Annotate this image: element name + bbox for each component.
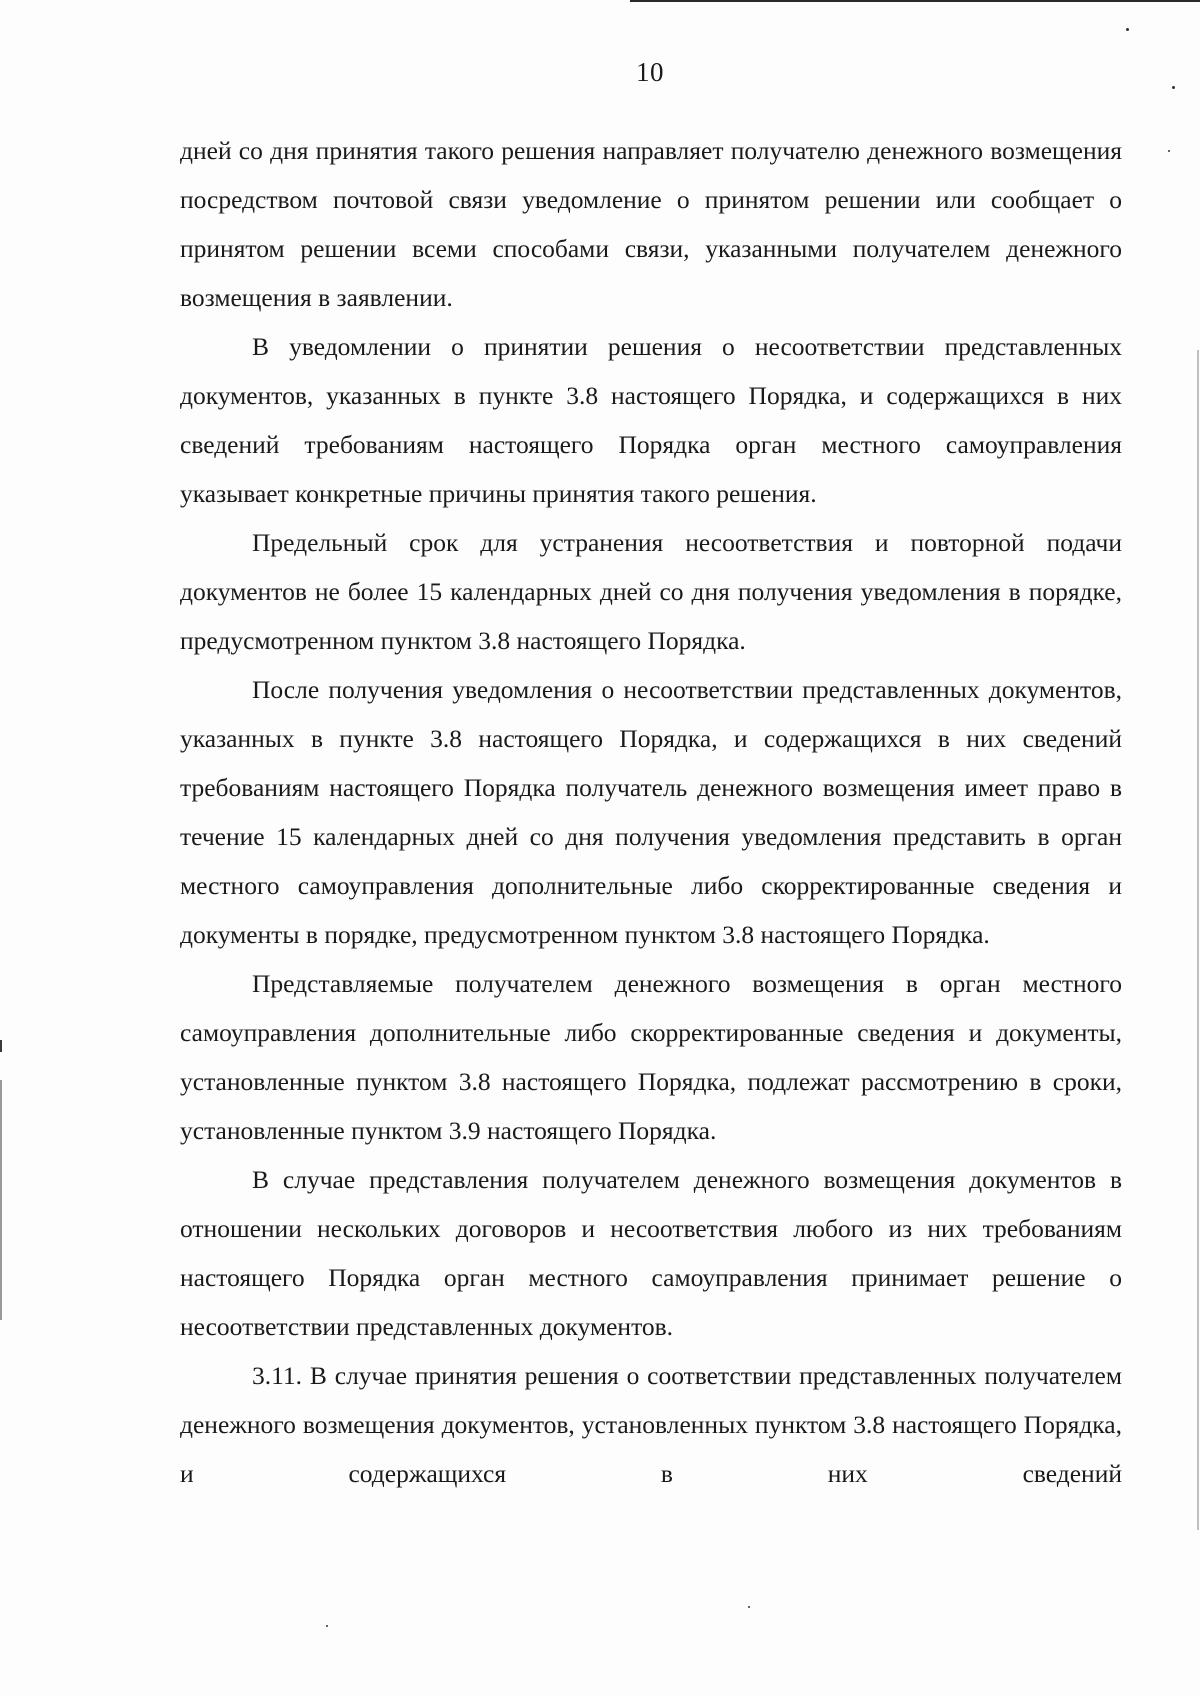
paragraph: В уведомлении о принятии решения о несоответствии представленных документов, указанных в пункте 3.8 настоящего Порядка, и содержащихся в них сведений требованиям настоящего Порядка орган местного самоуправления указывает конкретные причины принятия такого решения.: [180, 332, 1122, 508]
page-number: 10: [636, 57, 664, 87]
scan-top-border: [630, 0, 1200, 2]
paragraph: 3.11. В случае принятия решения о соответствии представленных получателем денежного возмещения документов, установленных пунктом 3.8 настоящего Порядка, и содержащихся в них сведений: [180, 1361, 1122, 1488]
scan-right-border: [1197, 350, 1199, 1530]
paragraph: В случае представления получателем денежного возмещения документов в отношении нескольких договоров и несоответствия любого из них требованиям настоящего Порядка орган местного самоуправления принимает решение о несоответствии представленных документов.: [180, 1165, 1122, 1341]
scan-speck: [1168, 150, 1170, 152]
scan-speck: [1126, 28, 1129, 31]
document-body: [180, 126, 1122, 1498]
paragraph: дней со дня принятия такого решения направляет получателю денежного возмещения посредством почтовой связи уведомление о принятом решении или сообщает о принятом решении всеми способами связи, указанными получателем денежного возмещения в заявлении.: [180, 136, 1122, 312]
paragraph: После получения уведомления о несоответствии представленных документов, указанных в пункте 3.8 настоящего Порядка, и содержащихся в них сведений требованиям настоящего Порядка получатель денежного возмещения имеет право в течение 15 календарных дней со дня получения уведомления представить в орган местного самоуправления дополнительные либо скорректированные сведения и документы в порядке, предусмотренном пунктом 3.8 настоящего Порядка.: [180, 675, 1122, 949]
scan-left-mark: [0, 1040, 2, 1052]
paragraph: Представляемые получателем денежного возмещения в орган местного самоуправления дополнительные либо скорректированные сведения и документы, установленные пунктом 3.8 настоящего Порядка, подлежат рассмотрению в сроки, установленные пунктом 3.9 настоящего Порядка.: [180, 969, 1122, 1145]
paragraph: Предельный срок для устранения несоответствия и повторной подачи документов не более 15 календарных дней со дня получения уведомления в порядке, предусмотренном пунктом 3.8 настоящего Порядка.: [180, 528, 1122, 655]
scan-left-mark: [0, 1080, 2, 1320]
scan-speck: [326, 1625, 328, 1627]
scan-speck: [748, 1606, 750, 1608]
